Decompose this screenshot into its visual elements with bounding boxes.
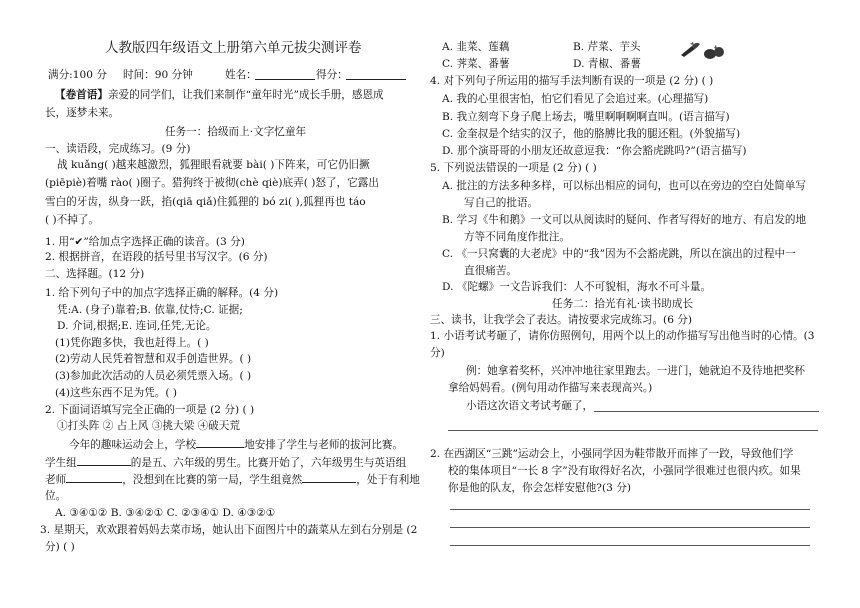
fill-line-1 [69, 437, 403, 452]
answer-line-5[interactable] [450, 545, 810, 546]
question-2-4: 4. 对下列句子所运用的描写手法判断有误的一项是 (2 分) ( ) [430, 75, 714, 87]
veg-option-d: D. 青椒、番薯 [573, 58, 641, 70]
name-field[interactable] [255, 69, 315, 80]
fill-text-1b: 地安排了学生与老师的拔河比赛。 [244, 439, 404, 451]
option-2-4-d: D. 那个演哥哥的小朋友还故意逗我：“你会豁虎跳吗?”(语言描写) [442, 145, 747, 157]
option-2-4-b: B. 我立刻弯下身子爬上场去，嘴里啊啊啊啊直叫。(语言描写) [442, 111, 730, 123]
fill-line-2 [45, 455, 406, 470]
answer-prompt: 小语这次语文考试考砸了， [466, 400, 594, 412]
question-2-2: 2. 下面词语填写完全正确的一项是 (2 分) ( ) [45, 404, 255, 416]
passage-line-4: ( )不掉了。 [45, 214, 100, 226]
question-2-3-line-2: 分) ( ) [45, 541, 75, 553]
question-2-1: 1. 给下列句子中的加点字选择正确的解释。(4 分) [45, 287, 279, 299]
question-3-1-line-1: 1. 小语考试考砸了，请你仿照例句，用两个以上的动作描写写出他当时的心情。(3 [430, 330, 815, 342]
word-options: ①打头阵 ② 占上风 ③挑大梁 ④破天荒 [57, 420, 240, 432]
sub-question-3: (3)参加此次活动的人员必须凭票入场。( ) [55, 370, 252, 382]
points-field[interactable] [346, 69, 406, 80]
sub-question-2: (2)劳动人民凭着智慧和双手创造世界。( ) [55, 353, 252, 365]
definition-line-1: 凭:A. (身子)靠着;B. 依靠,仗恃;C. 证据; [57, 304, 243, 316]
option-2-5-c-cont: 直很痛苦。 [464, 265, 517, 277]
intro-line-1 [55, 89, 384, 102]
intro-text-1: 亲爱的同学们，让我们来制作“童年时光”成长手册，感恩成 [107, 89, 384, 101]
sub-question-1: (1)凭你跑多快，我也赶得上。( ) [55, 337, 209, 349]
task-one-heading: 任务一：拾级而上·文字忆童年 [165, 126, 307, 138]
fill-text-3c: ，处于有利地 [356, 474, 420, 486]
vegetable-image-2 [703, 45, 725, 61]
section-one-heading: 一、读语段，完成练习。(9 分) [45, 143, 191, 155]
question-3-1-line-2: 分) [430, 347, 445, 359]
fill-blank-4[interactable] [302, 472, 356, 483]
question-3-2-line-2: 校的集体项目“一长 8 字”没有取得好名次，小强同学很难过也很内疚。如果 [448, 465, 801, 477]
answer-line-4[interactable] [450, 527, 810, 528]
option-2-4-c: C. 金奎叔是个结实的汉子，他的胳膊比我的腿还粗。(外貌描写) [442, 128, 741, 140]
section-two-heading: 二、选择题。(12 分) [45, 268, 145, 280]
question-1-1: 1. 用“✔”给加点字选择正确的读音。(3 分) [45, 236, 245, 248]
option-2-5-c: C. 《一只窝囊的大老虎》中的“我”因为不会豁虎跳，所以在演出的过程中一 [442, 248, 796, 260]
answer-line-2[interactable] [448, 430, 818, 431]
question-1-2: 2. 根据拼音，在语段的括号里书写汉字。(6 分) [45, 251, 268, 263]
fill-text-3a: 老师 [45, 474, 67, 486]
intro-tag: 【卷首语】 [55, 89, 108, 101]
fill-text-2b: 的是五、六年级的男生。比赛开始了，六年级男生与英语组 [130, 457, 407, 469]
fill-blank-3[interactable] [66, 472, 122, 483]
option-2-5-a: A. 批注的方法多种多样，可以标出相应的词句，也可以在旁边的空白处简单写 [442, 180, 806, 192]
fill-text-3b: ，没想到在比赛的第一局，学生组竟然 [122, 474, 303, 486]
option-2-4-a: A. 我的心里很害怕，怕它们看见了会追过来。(心理描写) [442, 93, 709, 105]
fill-blank-2[interactable] [77, 455, 131, 466]
question-2-3-line-1: 3. 星期天，欢欢跟着妈妈去菜市场，她认出下面图片中的蔬菜从左到右分别是 (2 [40, 524, 418, 536]
question-3-2-line-1: 2. 在西湖区“三跳”运动会上，小强同学因为鞋带散开而摔了一跤，导致他们学 [430, 448, 794, 460]
fill-line-4: 位。 [45, 490, 67, 502]
option-2-5-d: D. 《陀螺》一文告诉我们：人不可貌相，海水不可斗量。 [442, 281, 712, 293]
task-two-heading: 任务二：拾光有礼·读书助成长 [552, 298, 694, 310]
sub-question-4: (4)这些东西不足为凭。( ) [55, 387, 177, 399]
example-line-2: 拿给妈妈看。(例句用动作描写来表现高兴。) [448, 382, 653, 394]
points-label: 得分： [316, 69, 348, 81]
option-2-5-b-cont: 方等不同角度作批注。 [464, 231, 570, 243]
option-2-5-b: B. 学习《牛和鹅》一文可以从阅读时的疑问、作者写得好的地方、有启发的地 [442, 214, 807, 226]
example-line-1: 例：她拿着奖杯，兴冲冲地往家里跑去。一进门，她就迫不及待地把奖杯 [466, 365, 805, 377]
answer-line-1[interactable] [594, 411, 819, 412]
vegetable-image-1 [678, 40, 704, 58]
answer-line-3[interactable] [450, 509, 810, 510]
name-label: 姓名： [225, 69, 257, 81]
fill-line-3 [45, 472, 420, 487]
intro-line-2: 长，逐梦未来。 [45, 107, 120, 119]
page-title: 人教版四年级语文上册第六单元拔尖测评卷 [105, 40, 362, 56]
veg-option-a: A. 韭菜、莲藕 [442, 41, 510, 53]
score-label: 满分:100 分 [48, 69, 107, 81]
fill-text-2a: 学生组 [45, 457, 77, 469]
fill-blank-1[interactable] [196, 437, 244, 448]
passage-line-2: (piēpiè)着嘴 rào( )圈子。猎狗终于被彻(chè qiè)底弄( )怒了，它露出 [45, 177, 379, 189]
fill-text-1a: 今年的趣味运动会上，学校 [69, 439, 197, 451]
definition-line-2: D. 介词,根据;E. 连词,任凭,无论。 [57, 320, 217, 332]
question-3-2-line-3: 你是他的队友，你会怎样安慰他?(3 分) [448, 482, 631, 494]
section-three-heading: 三、读书，让我学会了表达。请按要求完成练习。(6 分) [430, 314, 693, 326]
answer-options: A. ③④①② B. ③④②① C. ②③④① D. ④③②① [55, 507, 276, 519]
passage-line-3: 雪白的牙齿，纵身一跃，掐(qiā qiǎ)住狐狸的 bó zi( ),狐狸再也 táo [45, 196, 366, 208]
veg-option-c: C. 荠菜、番薯 [442, 58, 510, 70]
option-2-5-a-cont: 写自己的批语。 [464, 197, 539, 209]
time-label: 时间：90 分钟 [123, 69, 193, 81]
question-2-5: 5. 下列说法错误的一项是 (2 分) ( ) [430, 162, 597, 174]
passage-line-1: 战 kuǎng( )越来越激烈，狐狸眼看就要 bài( )下阵来，可它仍旧撅 [57, 159, 370, 171]
veg-option-b: B. 芹菜、芋头 [573, 41, 641, 53]
